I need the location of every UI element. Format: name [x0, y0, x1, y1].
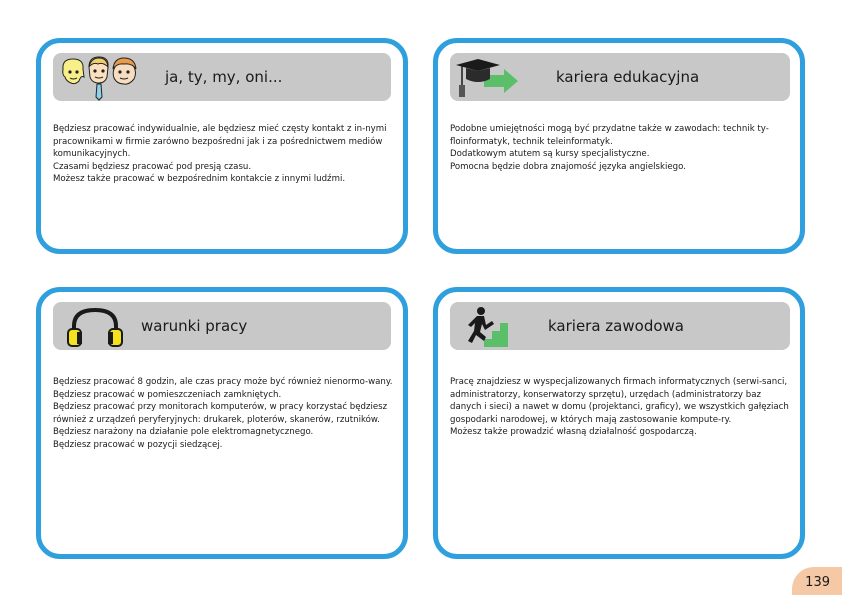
card-career — [433, 287, 805, 559]
card-body — [53, 123, 393, 186]
card-body — [450, 123, 792, 173]
card-paragraph: Będziesz pracować przy monitorach komputerów, w pracy korzystać będziesz również z urządzeń peryferyjnych: drukarek, ploterów, skanerów, rzutników. — [53, 402, 388, 425]
card-title: kariera edukacyjna — [556, 68, 700, 86]
headphones-icon — [65, 306, 125, 348]
card-paragraph: Będziesz pracować w pomieszczeniach zamkniętych. — [53, 389, 282, 400]
card-education — [433, 38, 805, 254]
card-paragraph: Będziesz pracować 8 godzin, ale czas pracy może być również nienormo-wany. — [53, 377, 393, 387]
people-faces-icon — [57, 55, 147, 101]
card-paragraph: Możesz także prowadzić własną działalność gospodarczą. — [450, 427, 697, 438]
card-paragraph: Będziesz pracować w pozycji siedzącej. — [53, 439, 223, 450]
card-header — [53, 302, 391, 350]
card-header — [450, 53, 790, 101]
card-paragraph: Będziesz pracować indywidualnie, ale będziesz mieć częsty kontakt z in-nymi pracownikami w firmie zarówno bezpośredni jak i za pośrednictwem mediów komunikacyjnych. — [53, 124, 387, 160]
card-body — [450, 376, 792, 439]
running-stairs-icon — [462, 305, 522, 349]
card-paragraph: Podobne umiejętności mogą być przydatne także w zawodach: technik ty-floinformatyk, technik teleinformatyk. — [450, 124, 769, 147]
card-header — [450, 302, 790, 350]
card-body — [53, 376, 393, 452]
card-paragraph: Możesz także pracować w bezpośrednim kontakcie z innymi ludźmi. — [53, 174, 346, 185]
card-people — [36, 38, 408, 254]
card-title: warunki pracy — [141, 317, 248, 335]
card-paragraph: Dodatkowym atutem są kursy specjalistyczne. — [450, 149, 650, 160]
card-title: ja, ty, my, oni... — [165, 68, 283, 86]
card-paragraph: Pomocna będzie dobra znajomość języka angielskiego. — [450, 161, 686, 172]
card-work-conditions — [36, 287, 408, 559]
card-paragraph: Pracę znajdziesz w wyspecjalizowanych firmach informatycznych (serwi-sanci, administratorzy, konserwatorzy sprzętu), urzędach (administratorzy baz danych i sieci) a nawet w domu (projektanci, graficy), we wszystkich gałęziach gospodarki narodowej, w których mają zastosowanie kompute-ry. — [450, 377, 789, 425]
card-title: kariera zawodowa — [548, 317, 684, 335]
card-header — [53, 53, 391, 101]
graduation-cap-arrow-icon — [454, 55, 534, 101]
page-number: 139 — [805, 575, 830, 590]
card-paragraph: Czasami będziesz pracować pod presją czasu. — [53, 161, 252, 172]
card-paragraph: Będziesz narażony na działanie pole elektromagnetycznego. — [53, 427, 314, 438]
